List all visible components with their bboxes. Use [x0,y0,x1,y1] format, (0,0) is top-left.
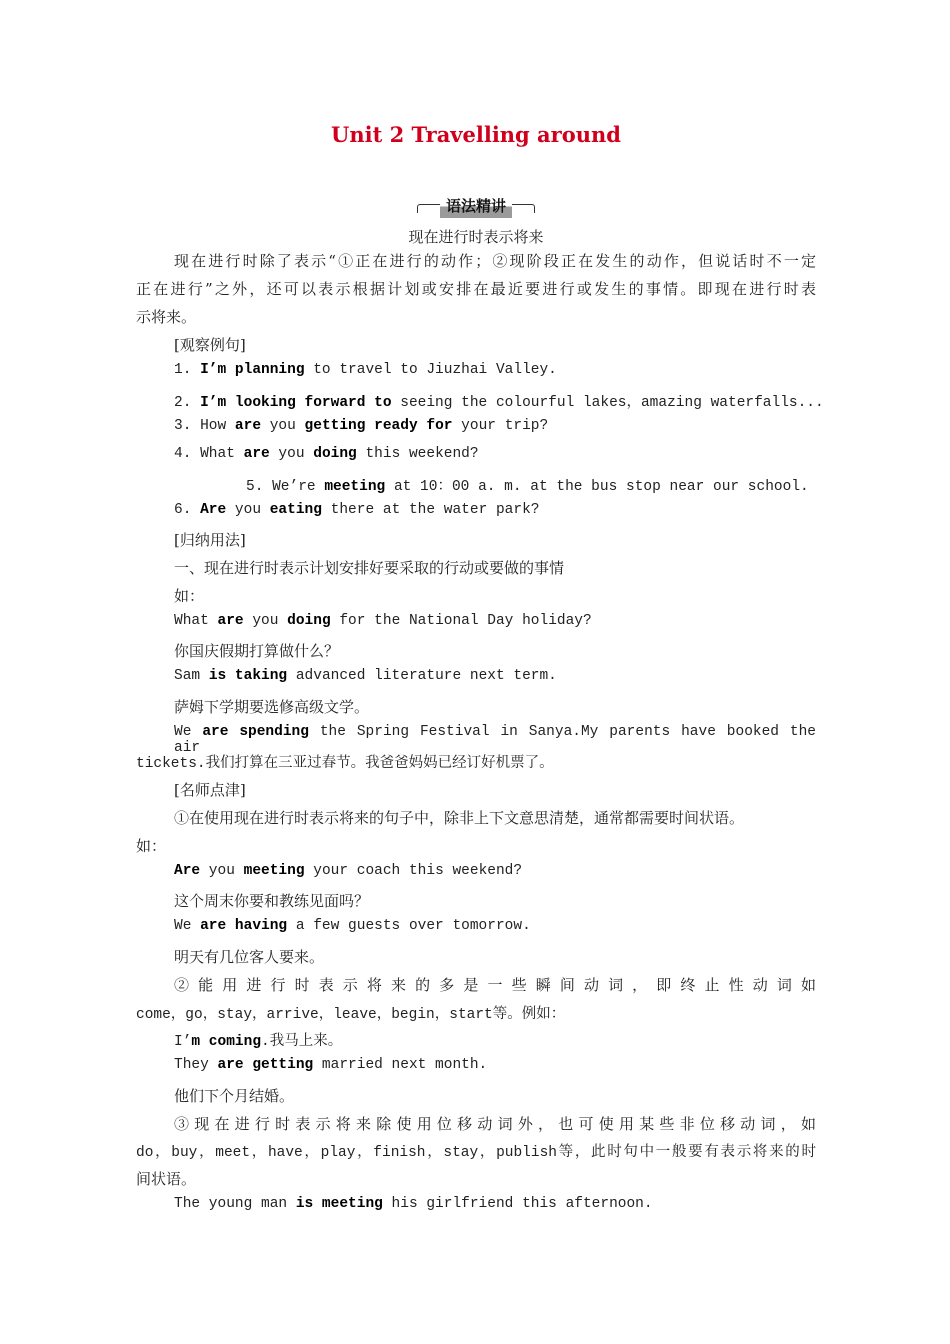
bold-phrase: m coming [191,1034,262,1050]
bold-phrase: meeting [324,479,386,495]
usage-example-en: Sam is taking advanced literature next term. [174,668,557,684]
last-example: The young man is meeting his girlfriend this afternoon. [174,1196,653,1212]
bold-phrase: I’m looking forward to [200,395,392,411]
bold-phrase: are spending [202,724,309,740]
section-badge-label: 语法精讲 [440,193,512,218]
bold-phrase: getting ready for [304,418,453,434]
unit-title: Unit 2 Travelling around [331,122,621,147]
spring-line: tickets.我们打算在三亚过春节。我爸爸妈妈已经订好机票了。 [136,756,554,772]
badge-bracket-left [417,204,440,213]
example-sentence: 4. What are you doing this weekend? [174,446,479,462]
intro-line: 现在进行时除了表示“①正在进行的动作；②现阶段正在发生的动作，但说话时不一定 [174,252,816,270]
note-line: come，go，stay，arrive，leave，begin，start等。例如： [136,1007,566,1023]
note-line: ①在使用现在进行时表示将来的句子中，除非上下文意思清楚，通常都需要时间状语。 [174,809,745,827]
bold-phrase: doing [313,446,357,462]
section-subtitle: 现在进行时表示将来 [408,228,544,246]
note-example-zh: 这个周末你要和教练见面吗？ [174,892,370,910]
bold-phrase: Are [200,502,227,518]
example-number: 6. [174,502,192,518]
bold-phrase: I’m planning [200,362,305,378]
usage-ru: 如： [174,587,205,605]
note-example-en: Are you meeting your coach this weekend? [174,863,523,879]
note-example-zh: 他们下个月结婚。 [174,1087,295,1105]
note-line: ② 能 用 进 行 时 表 示 将 来 的 多 是 一 些 瞬 间 动 词 ， 即 终 止 性 动 词 如 [174,976,816,994]
example-number: 4. [174,446,192,462]
note-line: ③ 现 在 进 行 时 表 示 将 来 除 使 用 位 移 动 词 外 ， 也 可 使 用 某 些 非 位 移 动 词 ， 如 [174,1115,816,1133]
usage-example-en: What are you doing for the National Day holiday? [174,613,592,629]
bold-phrase: eating [269,502,322,518]
note-example-zh: 明天有几位客人要来。 [174,948,325,966]
example-sentence: 6. Are you eating there at the water park? [174,502,540,518]
bold-phrase: meeting [243,863,305,879]
bold-phrase: doing [287,613,331,629]
observe-heading: [观察例句] [174,336,246,354]
example-number: 5. [246,479,264,495]
example-number: 3. [174,418,192,434]
usage-example-zh: 你国庆假期打算做什么？ [174,642,340,660]
example-sentence: 3. How are you getting ready for your trip? [174,418,549,434]
example-sentence: 1. I’m planning to travel to Jiuzhai Valley. [174,362,557,378]
section-badge [136,193,816,218]
badge-bracket-right [512,204,535,213]
bold-phrase: are [243,446,270,462]
bold-phrase: are getting [217,1057,314,1073]
bold-phrase: is taking [208,668,288,684]
example-number: 1. [174,362,192,378]
note-line: 如： [136,837,167,855]
bold-phrase: are [217,613,244,629]
note-line: 间状语。 [136,1170,197,1188]
usage-example-zh: 萨姆下学期要选修高级文学。 [174,698,370,716]
example-sentence: 5. We’re meeting at 10：00 a. m. at the bus stop near our school. [246,479,809,495]
note-example-en: I’m coming.我马上来。 [174,1034,343,1050]
intro-line: 正在进行”之外，还可以表示根据计划或安排在最近要进行或发生的事情。即现在进行时表 [136,280,816,298]
usage-title: 一、现在进行时表示计划安排好要采取的行动或要做的事情 [174,559,565,577]
example-sentence: 2. I’m looking forward to seeing the colourful lakes，amazing waterfalls... [174,395,824,411]
spring-line: We are spending the Spring Festival in Sanya.My parents have booked the air [174,724,817,756]
teacher-heading: [名师点津] [174,781,246,799]
summary-heading: [归纳用法] [174,531,246,549]
note-example-en: They are getting married next month. [174,1057,488,1073]
note-example-en: We are having a few guests over tomorrow. [174,918,531,934]
bold-phrase: Are [174,863,201,879]
bold-phrase: is meeting [295,1196,383,1212]
note-line: do，buy，meet，have，play，finish，stay，publish等，此时句中一般要有表示将来的时 [136,1145,816,1161]
document-page [136,0,824,1344]
intro-line: 示将来。 [136,308,197,326]
bold-phrase: are [234,418,262,434]
bold-phrase: are having [200,918,288,934]
example-number: 2. [174,395,192,411]
